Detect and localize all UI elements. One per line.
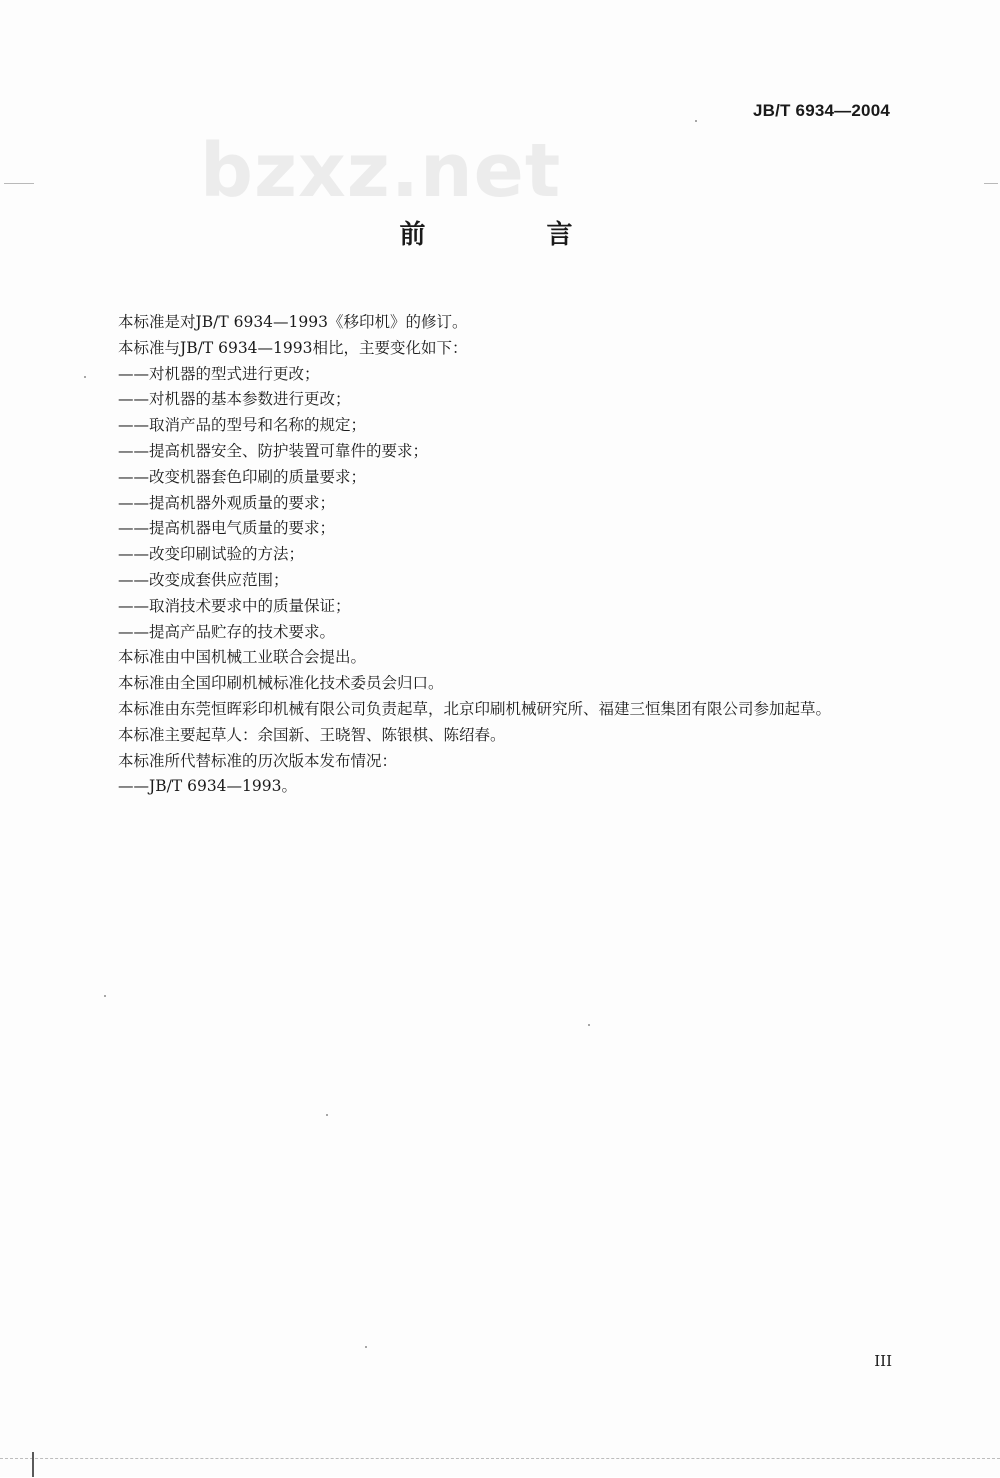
scan-artifact-left: [4, 183, 34, 184]
paragraph-comparison: 本标准与JB/T 6934—1993相比，主要变化如下：: [118, 338, 468, 357]
list-item: ——取消产品的型号和名称的规定；: [118, 416, 367, 435]
paragraph-drafters-org: 本标准由东莞恒晖彩印机械有限公司负责起草，北京印刷机械研究所、福建三恒集团有限公司参加起草。: [118, 699, 832, 718]
list-item: ——改变成套供应范围；: [118, 570, 289, 589]
scan-artifact-right: [984, 183, 998, 184]
paragraph-proposer: 本标准由中国机械工业联合会提出。: [118, 648, 367, 667]
scan-speck: [365, 1346, 367, 1348]
paragraph-centralized: 本标准由全国印刷机械标准化技术委员会归口。: [118, 674, 444, 693]
list-item: ——取消技术要求中的质量保证；: [118, 596, 351, 615]
list-item: ——提高产品贮存的技术要求。: [118, 622, 336, 641]
scan-bottom-edge: [0, 1458, 1000, 1478]
paragraph-previous-version: ——JB/T 6934—1993。: [118, 777, 297, 796]
scan-speck: [326, 1114, 328, 1116]
list-item: ——改变印刷试验的方法；: [118, 545, 305, 564]
list-item: ——对机器的基本参数进行更改；: [118, 390, 351, 409]
scan-bottom-tick: [32, 1452, 34, 1477]
page-title: 前 言: [399, 220, 629, 250]
scan-speck: [84, 376, 86, 378]
list-item: ——对机器的型式进行更改；: [118, 364, 320, 383]
list-item: ——提高机器外观质量的要求；: [118, 493, 336, 512]
watermark: bzxz.net: [200, 128, 562, 214]
list-item: ——改变机器套色印刷的质量要求；: [118, 467, 367, 486]
list-item: ——提高机器安全、防护装置可靠件的要求；: [118, 441, 429, 460]
foreword-body: [80, 310, 892, 800]
scan-speck: [695, 120, 697, 122]
scan-speck: [104, 995, 106, 997]
changes-list: [80, 362, 892, 646]
page-number: III: [874, 1352, 892, 1370]
list-item: ——提高机器电气质量的要求；: [118, 519, 336, 538]
paragraph-drafters: 本标准主要起草人：余国新、王晓智、陈银棋、陈绍春。: [118, 725, 506, 744]
paragraph-revision: 本标准是对JB/T 6934—1993《移印机》的修订。: [118, 313, 468, 331]
standard-number: JB/T 6934—2004: [753, 101, 890, 120]
scan-speck: [588, 1024, 590, 1026]
paragraph-history: 本标准所代替标准的历次版本发布情况：: [118, 751, 398, 770]
